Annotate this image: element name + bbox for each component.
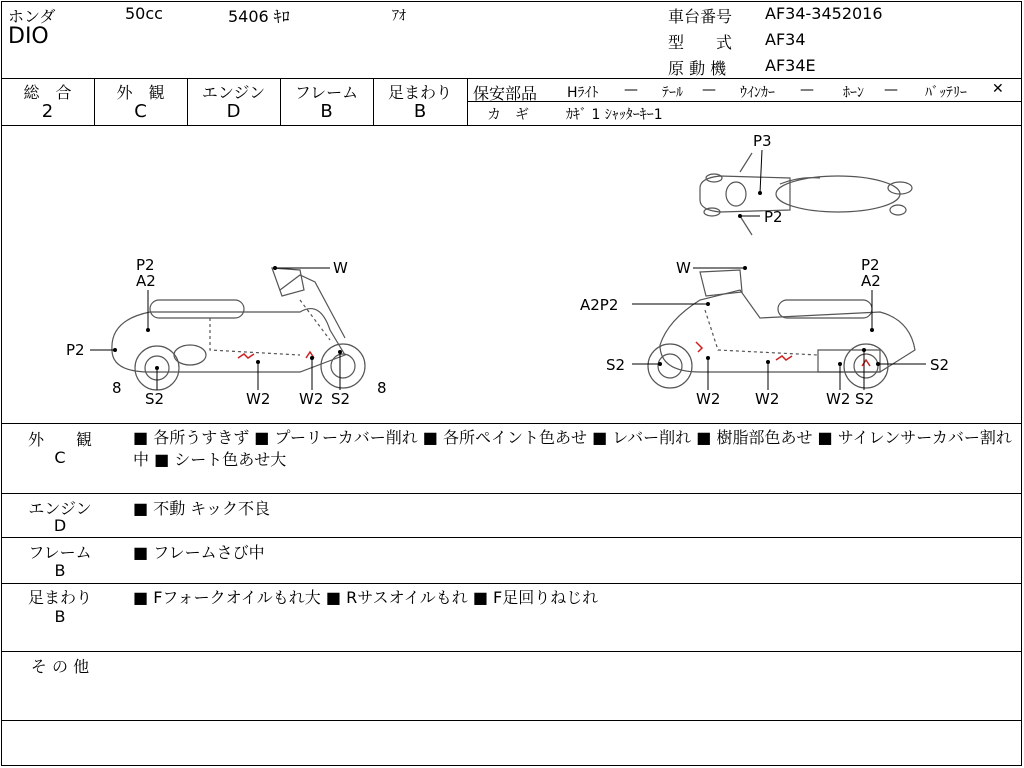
label-right-p2-top: P2	[861, 256, 880, 274]
grade-engine-label: エンジン	[201, 83, 266, 102]
divider	[1, 423, 1022, 424]
label-left-8-front: 8	[112, 379, 122, 397]
remark-suspension-text: ■ Fフォークオイルもれ大 ■ Rサスオイルもれ ■ F足回りねじれ	[133, 588, 599, 607]
type-value: AF34	[765, 30, 806, 49]
label-right-a2p2: A2P2	[580, 296, 619, 314]
headlight-label: Hﾗｲﾄ	[567, 85, 599, 101]
leader-lines	[90, 150, 926, 390]
remark-exterior-label: 外 観	[27, 430, 92, 449]
model-name: DIO	[8, 24, 49, 49]
battery-label: ﾊﾞｯﾃﾘｰ	[925, 85, 967, 101]
label-left-w2-rear: W2	[299, 390, 324, 408]
divider	[1, 583, 1022, 584]
remark-engine-grade: D	[53, 516, 67, 535]
divider	[1, 537, 1022, 538]
tail-label: ﾃｰﾙ	[662, 85, 683, 101]
label-left-w2-mid: W2	[246, 390, 271, 408]
scooter-top-view	[700, 153, 912, 235]
displacement: 50cc	[125, 4, 163, 23]
engine-value: AF34E	[765, 56, 816, 75]
scooter-diagram	[0, 126, 1024, 422]
remark-suspension-label: 足まわり	[27, 588, 92, 607]
horn-label: ﾎｰﾝ	[843, 85, 864, 101]
label-right-w2-mid: W2	[755, 390, 780, 408]
type-label: 型 式	[668, 33, 733, 52]
divider	[467, 78, 468, 125]
grade-suspension-value: B	[413, 101, 427, 122]
key-value: ｶｷﾞ 1 ｼｬｯﾀｰｷｰ1	[566, 107, 663, 123]
engine-label: 原 動 機	[668, 59, 727, 78]
divider	[1, 493, 1022, 494]
label-left-a2-top: A2	[136, 272, 156, 290]
label-left-s2-front: S2	[145, 390, 165, 408]
winker-mark: —	[800, 82, 814, 98]
label-right-s2-front: S2	[606, 356, 626, 374]
divider	[1, 651, 1022, 652]
grade-total-value: 2	[41, 101, 54, 122]
damage-marks	[238, 342, 870, 366]
label-left-8-rear: 8	[377, 379, 387, 397]
divider	[1, 78, 1022, 79]
label-left-w-handle: W	[333, 259, 348, 277]
remark-engine-label: エンジン	[28, 499, 92, 518]
remark-exterior-grade: C	[54, 448, 66, 467]
label-right-w2-front: W2	[696, 390, 721, 408]
remark-exterior-text: ■ 各所うすきず ■ プーリーカバー削れ ■ 各所ペイント色あせ ■ レバー削れ ■ 樹脂部色あせ ■ サイレンサーカバー割れ中 ■ シート色あせ大	[133, 428, 1012, 469]
color: ｱｵ	[392, 8, 406, 24]
headlight-mark: —	[624, 82, 638, 98]
mileage: 5406 ｷﾛ	[228, 7, 290, 26]
tail-mark: —	[702, 82, 716, 98]
label-left-s2-rear: S2	[331, 390, 351, 408]
remark-suspension-grade: B	[54, 607, 66, 626]
label-right-w2-rear: W2	[826, 390, 851, 408]
remark-engine-text: ■ 不動 キック不良	[133, 499, 270, 518]
chassis-value: AF34-3452016	[765, 4, 883, 23]
grade-exterior-label: 外 観	[116, 83, 165, 102]
horn-mark: —	[884, 82, 898, 98]
winker-label: ｳｲﾝｶｰ	[740, 85, 775, 101]
grade-suspension-label: 足まわり	[387, 83, 452, 102]
remark-frame-text: ■ フレームさび中	[133, 543, 265, 562]
divider	[1, 720, 1022, 721]
key-label: カ ギ	[487, 107, 529, 123]
maker: ホンダ	[8, 7, 56, 26]
label-right-s2-bottom: S2	[855, 390, 875, 408]
grade-total-label: 総 合	[23, 83, 72, 102]
safety-label: 保安部品	[473, 84, 538, 103]
grade-frame-label: フレーム	[294, 83, 359, 102]
chassis-label: 車台番号	[668, 7, 733, 26]
label-right-s2-rear: S2	[930, 356, 950, 374]
grade-engine-value: D	[226, 101, 241, 122]
label-top-p3: P3	[753, 132, 772, 150]
label-right-a2-top: A2	[861, 272, 881, 290]
label-top-p2: P2	[764, 208, 783, 226]
label-right-w-handle: W	[676, 259, 691, 277]
grade-exterior-value: C	[134, 101, 147, 122]
remark-other-label: そ の 他	[30, 657, 90, 676]
label-left-p2-front: P2	[66, 341, 85, 359]
grade-frame-value: B	[320, 101, 333, 122]
label-left-p2-top: P2	[136, 256, 155, 274]
remark-frame-grade: B	[54, 561, 66, 580]
battery-mark: ✕	[992, 81, 1004, 97]
remark-frame-label: フレーム	[28, 543, 92, 562]
